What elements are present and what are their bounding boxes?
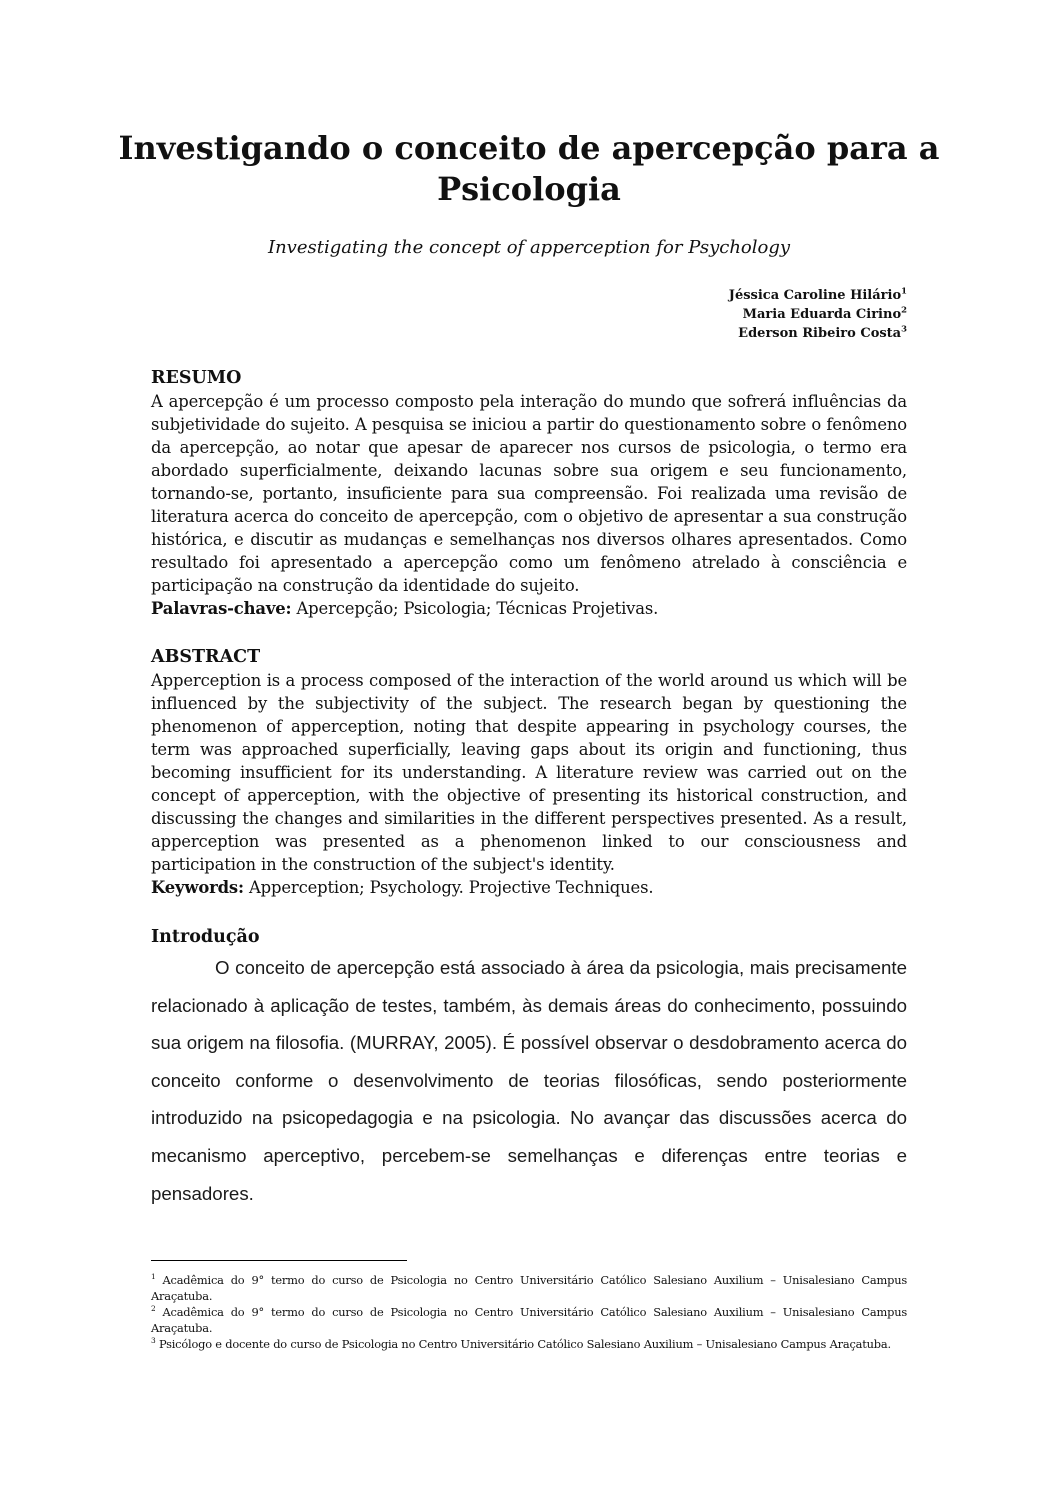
footnote-mark: 3 bbox=[151, 1336, 156, 1346]
footnotes bbox=[151, 1272, 907, 1352]
author-name: Maria Eduarda Cirino bbox=[742, 307, 902, 322]
abstract-text: Apperception is a process composed of the interaction of the world around us which will be influenced by the subjectivity of the subject. The research began by questioning the phenomenon of apperception, noting that despite appearing in psychology courses, the term was approached superficially, leaving gaps about its origin and functioning, thus becoming insufficient for its understanding. A literature review was carried out on the concept of apperception, with the objective of presenting its historical construction, and discussing the changes and similarities in the different perspectives presented. As a result, apperception was presented as a phenomenon linked to our consciousness and participation in the construction of the subject's identity. bbox=[151, 671, 907, 874]
paper-title: Investigando o conceito de apercepção para a Psicologia bbox=[118, 129, 940, 208]
introducao-text: O conceito de apercepção está associado à área da psicologia, mais precisamente relacionado à aplicação de testes, também, às demais áreas do conhecimento, possuindo sua origem na filosofia. (MURRAY, 2005). É possível observar o desdobramento acerca do conceito conforme o desenvolvimento de teorias filosóficas, sendo posteriormente introduzido na psicopedagogia e na psicologia. No avançar das discussões acerca do mecanismo aperceptivo, percebem-se semelhanças e diferenças entre teorias e pensadores. bbox=[151, 957, 907, 1204]
resumo-heading: RESUMO bbox=[151, 368, 242, 388]
keywords-label: Keywords: bbox=[151, 878, 244, 897]
author-name: Ederson Ribeiro Costa bbox=[738, 326, 902, 341]
abstract-section bbox=[151, 646, 907, 899]
introducao-heading: Introdução bbox=[151, 927, 260, 947]
footnote-text: Acadêmica do 9° termo do curso de Psicologia no Centro Universitário Católico Salesiano Auxilium – Unisalesiano Campus Araçatuba. bbox=[151, 1273, 907, 1303]
keywords-value: Apperception; Psychology. Projective Techniques. bbox=[243, 878, 654, 897]
keywords-label: Palavras-chave: bbox=[151, 599, 292, 618]
author-list bbox=[729, 286, 907, 343]
footnote-mark: 2 bbox=[151, 1304, 156, 1314]
author-name: Jéssica Caroline Hilário bbox=[728, 288, 902, 303]
paper-subtitle: Investigating the concept of apperception for Psychology bbox=[267, 237, 791, 258]
author-footnote-mark: 2 bbox=[901, 304, 907, 315]
keywords-value: Apercepção; Psicologia; Técnicas Projetivas. bbox=[291, 599, 659, 618]
abstract-keywords bbox=[151, 876, 907, 899]
author-footnote-mark: 1 bbox=[901, 285, 907, 296]
author-3 bbox=[729, 324, 907, 343]
abstract-heading: ABSTRACT bbox=[151, 647, 261, 667]
resumo-text: A apercepção é um processo composto pela interação do mundo que sofrerá influências da subjetividade do sujeito. A pesquisa se iniciou a partir do questionamento sobre o fenômeno da apercepção, ao notar que apesar de aparecer nos cursos de psicologia, o termo era abordado superficialmente, deixando lacunas sobre sua origem e seu funcionamento, tornando-se, portanto, insuficiente para sua compreensão. Foi realizada uma revisão de literatura acerca do conceito de apercepção, com o objetivo de apresentar a sua construção histórica, e discutir as mudanças e semelhanças nos diversos olhares apresentados. Como resultado foi apresentado a apercepção como um fenômeno atrelado à consciência e participação na construção da identidade do sujeito. bbox=[151, 392, 907, 595]
footnote-text: Acadêmica do 9° termo do curso de Psicologia no Centro Universitário Católico Salesiano Auxilium – Unisalesiano Campus Araçatuba. bbox=[151, 1305, 907, 1335]
author-2 bbox=[729, 305, 907, 324]
footnote-2 bbox=[151, 1304, 907, 1336]
resumo-keywords bbox=[151, 597, 907, 620]
footnote-separator bbox=[151, 1260, 407, 1261]
author-1 bbox=[729, 286, 907, 305]
author-footnote-mark: 3 bbox=[901, 323, 907, 334]
footnote-3 bbox=[151, 1336, 907, 1352]
footnote-text: Psicólogo e docente do curso de Psicologia no Centro Universitário Católico Salesiano Auxilium – Unisalesiano Campus Araçatuba. bbox=[158, 1337, 891, 1351]
resumo-section bbox=[151, 367, 907, 620]
introducao-section bbox=[151, 926, 907, 1212]
footnote-1 bbox=[151, 1272, 907, 1304]
footnote-mark: 1 bbox=[151, 1272, 156, 1282]
